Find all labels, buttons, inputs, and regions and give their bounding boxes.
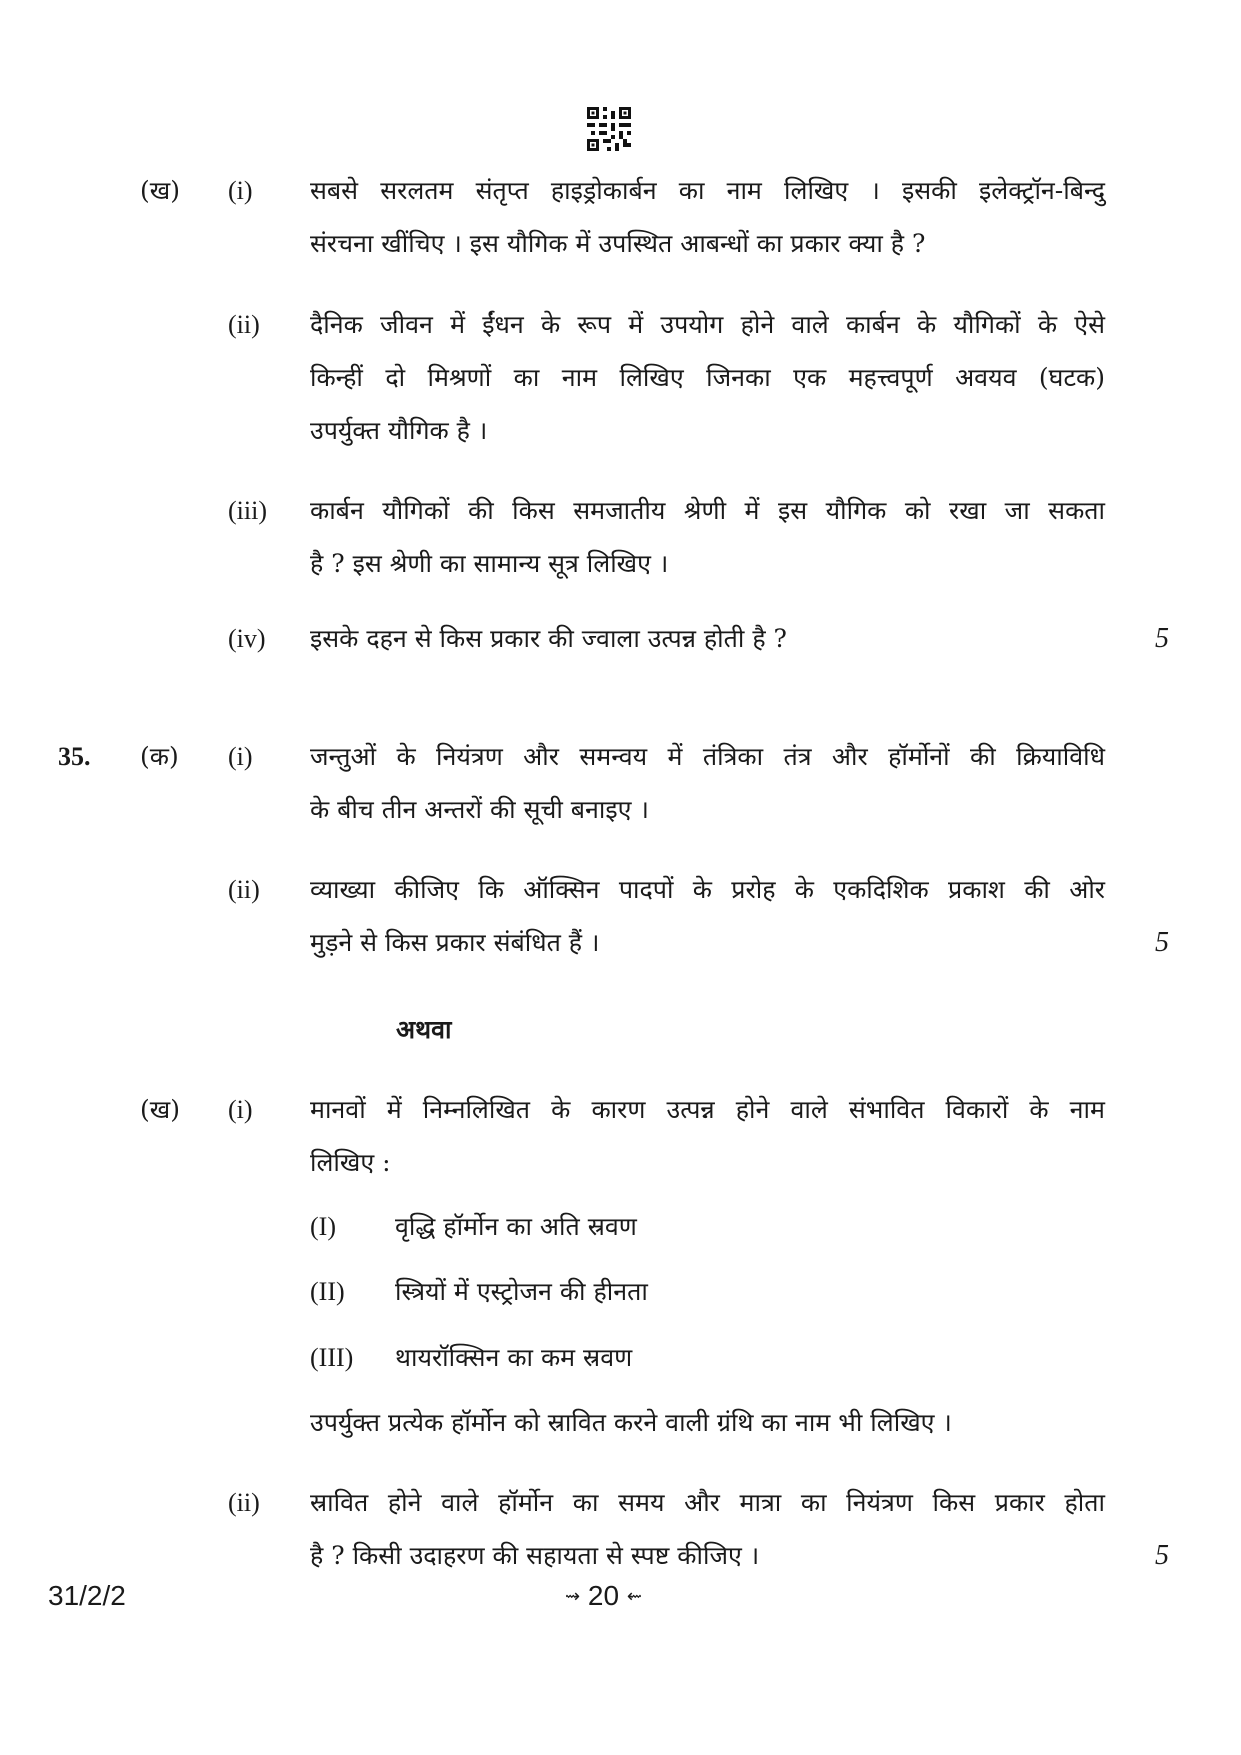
question-text-line: उपर्युक्त प्रत्येक हॉर्मोन को स्रावित करने वाली ग्रंथि का नाम भी लिखिए । <box>310 1408 952 1437</box>
question-text-line: किन्हीं दो मिश्रणों का नाम लिखिए जिनका एक महत्त्वपूर्ण अवयव (घटक) <box>310 363 1105 392</box>
question-text-line: उपर्युक्त यौगिक है । <box>310 416 488 445</box>
question-text-line: कार्बन यौगिकों की किस समजातीय श्रेणी में इस यौगिक को रखा जा सकता <box>310 496 1105 525</box>
list-item-number: (I) <box>310 1212 336 1241</box>
subpart-number: (iv) <box>228 624 266 653</box>
subpart-number: (i) <box>228 742 253 771</box>
question-text-line: के बीच तीन अन्तरों की सूची बनाइए । <box>310 795 649 824</box>
question-text-line: संरचना खींचिए । इस यौगिक में उपस्थित आबन्धों का प्रकार क्या है ? <box>310 229 926 258</box>
marks-value: 5 <box>1155 1540 1169 1571</box>
question-text-line: इसके दहन से किस प्रकार की ज्वाला उत्पन्न होती है ? <box>310 624 787 653</box>
question-text-line: लिखिए : <box>310 1148 391 1177</box>
paper-code: 31/2/2 <box>48 1580 126 1611</box>
question-text-line: मानवों में निम्नलिखित के कारण उत्पन्न होने वाले संभावित विकारों के नाम <box>310 1095 1105 1124</box>
subpart-number: (ii) <box>228 1488 260 1517</box>
question-text-line: सबसे सरलतम संतृप्त हाइड्रोकार्बन का नाम लिखिए । इसकी इलेक्ट्रॉन-बिन्दु <box>310 176 1105 205</box>
question-text-line: व्याख्या कीजिए कि ऑक्सिन पादपों के प्ररोह के एकदिशिक प्रकाश की ओर <box>310 875 1105 904</box>
qr-code-icon <box>587 107 631 151</box>
page-deco-right: ⇜ <box>626 1586 642 1606</box>
list-item-number: (II) <box>310 1277 345 1306</box>
page-deco-left: ⇝ <box>565 1586 581 1606</box>
or-separator: अथवा <box>396 1015 452 1044</box>
subpart-number: (iii) <box>228 496 267 525</box>
question-text-line: है ? इस श्रेणी का सामान्य सूत्र लिखिए । <box>310 549 669 578</box>
question-text-line: है ? किसी उदाहरण की सहायता से स्पष्ट कीजिए । <box>310 1541 760 1570</box>
question-text-line: दैनिक जीवन में ईंधन के रूप में उपयोग होने वाले कार्बन के यौगिकों के ऐसे <box>310 310 1105 339</box>
list-item: स्त्रियों में एस्ट्रोजन की हीनता <box>395 1277 648 1306</box>
page-number <box>565 1580 642 1612</box>
subpart-number: (i) <box>228 176 253 205</box>
marks-value: 5 <box>1155 927 1169 958</box>
subpart-number: (ii) <box>228 310 260 339</box>
question-part-label: (क) <box>140 742 179 771</box>
list-item-number: (III) <box>310 1343 354 1372</box>
question-text-line: स्रावित होने वाले हॉर्मोन का समय और मात्रा का नियंत्रण किस प्रकार होता <box>310 1488 1105 1517</box>
question-number: 35. <box>58 742 91 771</box>
page-number-value: 20 <box>587 1580 620 1611</box>
subpart-number: (i) <box>228 1095 253 1124</box>
question-text-line: जन्तुओं के नियंत्रण और समन्वय में तंत्रिका तंत्र और हॉर्मोनों की क्रियाविधि <box>310 742 1105 771</box>
list-item: थायरॉक्सिन का कम स्रवण <box>395 1343 633 1372</box>
question-text-line: मुड़ने से किस प्रकार संबंधित हैं । <box>310 928 600 957</box>
marks-value: 5 <box>1155 623 1169 654</box>
question-part-label: (ख) <box>140 1095 180 1124</box>
list-item: वृद्धि हॉर्मोन का अति स्रवण <box>395 1212 637 1241</box>
question-part-label: (ख) <box>140 176 180 205</box>
subpart-number: (ii) <box>228 875 260 904</box>
